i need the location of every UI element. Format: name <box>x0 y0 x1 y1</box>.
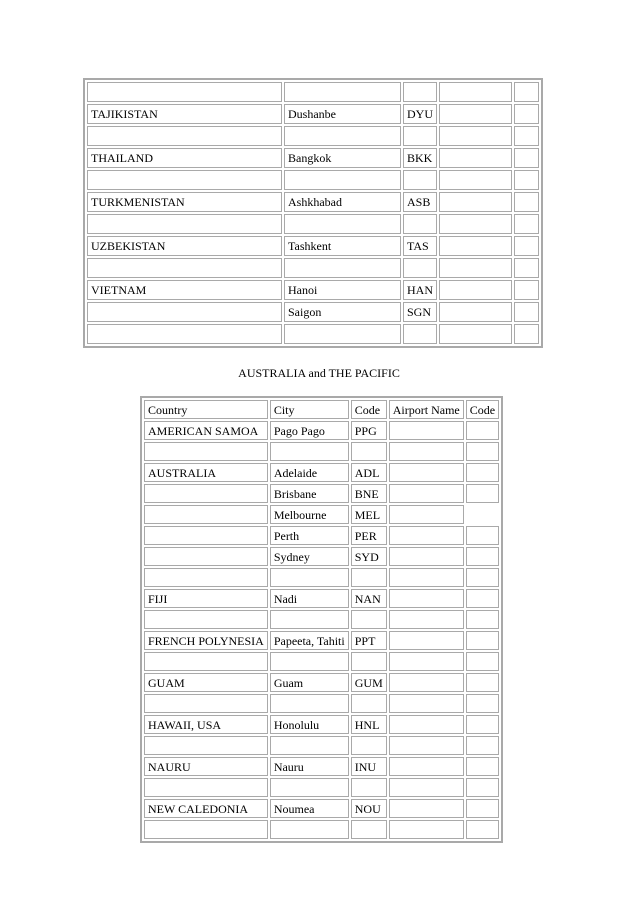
country-cell: TAJIKISTAN <box>87 104 282 124</box>
city-cell: Bangkok <box>284 148 401 168</box>
code-cell: SYD <box>351 547 387 566</box>
table-row <box>144 589 499 608</box>
country-cell: AUSTRALIA <box>144 463 268 482</box>
airport-code-cell <box>514 302 539 322</box>
country-cell <box>144 442 268 461</box>
airport-code-cell <box>466 736 499 755</box>
table-row <box>144 799 499 818</box>
city-cell: Guam <box>270 673 349 692</box>
table-row <box>87 148 539 168</box>
country-cell: NAURU <box>144 757 268 776</box>
table-row <box>144 736 499 755</box>
airport-name-cell <box>389 694 464 713</box>
airport-code-cell <box>514 148 539 168</box>
country-cell: UZBEKISTAN <box>87 236 282 256</box>
airport-name-cell <box>389 799 464 818</box>
code-cell: TAS <box>403 236 437 256</box>
city-cell: Honolulu <box>270 715 349 734</box>
airport-code-cell <box>466 484 499 503</box>
header-airport-code: Code <box>466 400 499 419</box>
code-cell <box>403 258 437 278</box>
city-cell: Adelaide <box>270 463 349 482</box>
table-row <box>144 778 499 797</box>
airport-name-cell <box>439 236 512 256</box>
code-cell <box>403 126 437 146</box>
code-cell <box>351 778 387 797</box>
city-cell <box>284 170 401 190</box>
city-cell <box>270 694 349 713</box>
city-cell: Dushanbe <box>284 104 401 124</box>
city-cell: Saigon <box>284 302 401 322</box>
country-cell <box>144 736 268 755</box>
city-cell <box>270 736 349 755</box>
airport-code-cell <box>466 799 499 818</box>
airport-code-cell <box>514 192 539 212</box>
airport-name-cell <box>389 631 464 650</box>
country-cell: TURKMENISTAN <box>87 192 282 212</box>
header-city: City <box>270 400 349 419</box>
code-cell <box>351 736 387 755</box>
code-cell <box>351 568 387 587</box>
country-cell <box>144 484 268 503</box>
country-cell <box>87 258 282 278</box>
airport-code-cell <box>514 236 539 256</box>
airport-code-cell <box>466 568 499 587</box>
airport-code-cell <box>514 126 539 146</box>
country-cell: VIETNAM <box>87 280 282 300</box>
city-cell <box>284 324 401 344</box>
header-row <box>144 400 499 419</box>
airport-name-cell <box>389 673 464 692</box>
table-row <box>144 526 499 545</box>
table-row <box>87 302 539 322</box>
country-cell <box>87 82 282 102</box>
city-cell: Tashkent <box>284 236 401 256</box>
section-title: AUSTRALIA and THE PACIFIC <box>238 366 400 380</box>
airport-name-cell <box>439 82 512 102</box>
code-cell: ASB <box>403 192 437 212</box>
code-cell <box>351 694 387 713</box>
airport-code-cell <box>514 324 539 344</box>
table-row <box>87 170 539 190</box>
airport-name-cell <box>389 484 464 503</box>
airport-name-cell <box>389 463 464 482</box>
table-row <box>144 442 499 461</box>
airport-code-cell <box>466 463 499 482</box>
code-cell: PPT <box>351 631 387 650</box>
header-country: Country <box>144 400 268 419</box>
code-cell <box>351 820 387 839</box>
airport-code-cell <box>514 280 539 300</box>
code-cell <box>351 652 387 671</box>
table-row <box>87 258 539 278</box>
airport-code-cell <box>466 589 499 608</box>
country-cell: FIJI <box>144 589 268 608</box>
table-row <box>144 568 499 587</box>
airport-name-cell <box>389 757 464 776</box>
asia-table-body <box>87 82 539 344</box>
country-cell <box>144 505 268 524</box>
code-cell <box>403 214 437 234</box>
code-cell: NOU <box>351 799 387 818</box>
table-row <box>87 192 539 212</box>
city-cell <box>270 568 349 587</box>
country-cell: HAWAII, USA <box>144 715 268 734</box>
country-cell: AMERICAN SAMOA <box>144 421 268 440</box>
airport-code-cell <box>514 214 539 234</box>
code-cell: GUM <box>351 673 387 692</box>
table-row <box>87 214 539 234</box>
airport-code-cell <box>466 421 499 440</box>
table-row <box>144 463 499 482</box>
pacific-table-body <box>144 421 499 839</box>
airport-code-cell <box>466 820 499 839</box>
airport-name-cell <box>389 736 464 755</box>
country-cell <box>87 170 282 190</box>
country-cell: NEW CALEDONIA <box>144 799 268 818</box>
airport-code-cell <box>466 526 499 545</box>
table-row <box>144 547 499 566</box>
city-cell: Pago Pago <box>270 421 349 440</box>
country-cell <box>144 694 268 713</box>
airport-code-cell <box>466 505 499 524</box>
table-row <box>87 126 539 146</box>
city-cell: Ashkhabad <box>284 192 401 212</box>
code-cell <box>403 324 437 344</box>
table-row <box>87 280 539 300</box>
city-cell <box>284 214 401 234</box>
airport-name-cell <box>389 715 464 734</box>
code-cell <box>403 82 437 102</box>
code-cell: BNE <box>351 484 387 503</box>
pacific-airport-table <box>140 396 503 843</box>
code-cell: DYU <box>403 104 437 124</box>
header-code: Code <box>351 400 387 419</box>
code-cell <box>351 610 387 629</box>
city-cell <box>284 258 401 278</box>
country-cell: FRENCH POLYNESIA <box>144 631 268 650</box>
code-cell: BKK <box>403 148 437 168</box>
airport-name-cell <box>439 192 512 212</box>
code-cell: HNL <box>351 715 387 734</box>
city-cell <box>270 778 349 797</box>
country-cell: GUAM <box>144 673 268 692</box>
airport-code-cell <box>466 652 499 671</box>
city-cell <box>284 82 401 102</box>
airport-code-cell <box>466 778 499 797</box>
country-cell <box>144 820 268 839</box>
airport-name-cell <box>439 280 512 300</box>
header-airport-name: Airport Name <box>389 400 464 419</box>
airport-name-cell <box>389 589 464 608</box>
city-cell: Noumea <box>270 799 349 818</box>
airport-code-cell <box>466 757 499 776</box>
airport-name-cell <box>389 505 464 524</box>
city-cell: Nadi <box>270 589 349 608</box>
country-cell <box>144 526 268 545</box>
city-cell: Melbourne <box>270 505 349 524</box>
country-cell <box>87 324 282 344</box>
airport-code-cell <box>466 631 499 650</box>
table-row <box>144 694 499 713</box>
airport-code-cell <box>514 170 539 190</box>
airport-name-cell <box>389 547 464 566</box>
airport-name-cell <box>439 258 512 278</box>
table-row <box>144 631 499 650</box>
airport-name-cell <box>389 568 464 587</box>
code-cell: PPG <box>351 421 387 440</box>
table-row <box>144 652 499 671</box>
city-cell <box>270 610 349 629</box>
city-cell <box>270 442 349 461</box>
airport-name-cell <box>439 324 512 344</box>
airport-code-cell <box>466 673 499 692</box>
city-cell: Brisbane <box>270 484 349 503</box>
table-row <box>144 673 499 692</box>
table-row <box>87 236 539 256</box>
table-row <box>144 820 499 839</box>
country-cell: THAILAND <box>87 148 282 168</box>
airport-code-cell <box>466 547 499 566</box>
airport-name-cell <box>389 778 464 797</box>
country-cell <box>144 547 268 566</box>
city-cell <box>270 820 349 839</box>
code-cell: ADL <box>351 463 387 482</box>
airport-code-cell <box>514 258 539 278</box>
code-cell: SGN <box>403 302 437 322</box>
code-cell <box>403 170 437 190</box>
country-cell <box>144 652 268 671</box>
country-cell <box>87 126 282 146</box>
airport-name-cell <box>389 820 464 839</box>
table-row <box>87 324 539 344</box>
airport-name-cell <box>389 610 464 629</box>
country-cell <box>144 778 268 797</box>
country-cell <box>87 302 282 322</box>
airport-name-cell <box>389 526 464 545</box>
airport-code-cell <box>466 715 499 734</box>
code-cell: PER <box>351 526 387 545</box>
city-cell: Hanoi <box>284 280 401 300</box>
code-cell: HAN <box>403 280 437 300</box>
table-row <box>144 757 499 776</box>
airport-name-cell <box>389 442 464 461</box>
airport-code-cell <box>514 104 539 124</box>
table-row <box>144 505 499 524</box>
asia-airport-table <box>83 78 543 348</box>
city-cell <box>284 126 401 146</box>
airport-name-cell <box>389 421 464 440</box>
airport-code-cell <box>466 694 499 713</box>
airport-code-cell <box>466 442 499 461</box>
city-cell: Sydney <box>270 547 349 566</box>
table-row <box>87 82 539 102</box>
city-cell: Papeeta, Tahiti <box>270 631 349 650</box>
airport-name-cell <box>439 214 512 234</box>
code-cell: INU <box>351 757 387 776</box>
table-row <box>144 421 499 440</box>
airport-name-cell <box>439 104 512 124</box>
airport-name-cell <box>439 170 512 190</box>
table-row <box>144 715 499 734</box>
country-cell <box>144 568 268 587</box>
city-cell: Nauru <box>270 757 349 776</box>
code-cell: NAN <box>351 589 387 608</box>
code-cell <box>351 442 387 461</box>
country-cell <box>87 214 282 234</box>
airport-name-cell <box>439 148 512 168</box>
airport-code-cell <box>514 82 539 102</box>
airport-name-cell <box>389 652 464 671</box>
table-row <box>87 104 539 124</box>
city-cell <box>270 652 349 671</box>
airport-name-cell <box>439 302 512 322</box>
table-row <box>144 610 499 629</box>
country-cell <box>144 610 268 629</box>
city-cell: Perth <box>270 526 349 545</box>
airport-code-cell <box>466 610 499 629</box>
table-row <box>144 484 499 503</box>
airport-name-cell <box>439 126 512 146</box>
code-cell: MEL <box>351 505 387 524</box>
